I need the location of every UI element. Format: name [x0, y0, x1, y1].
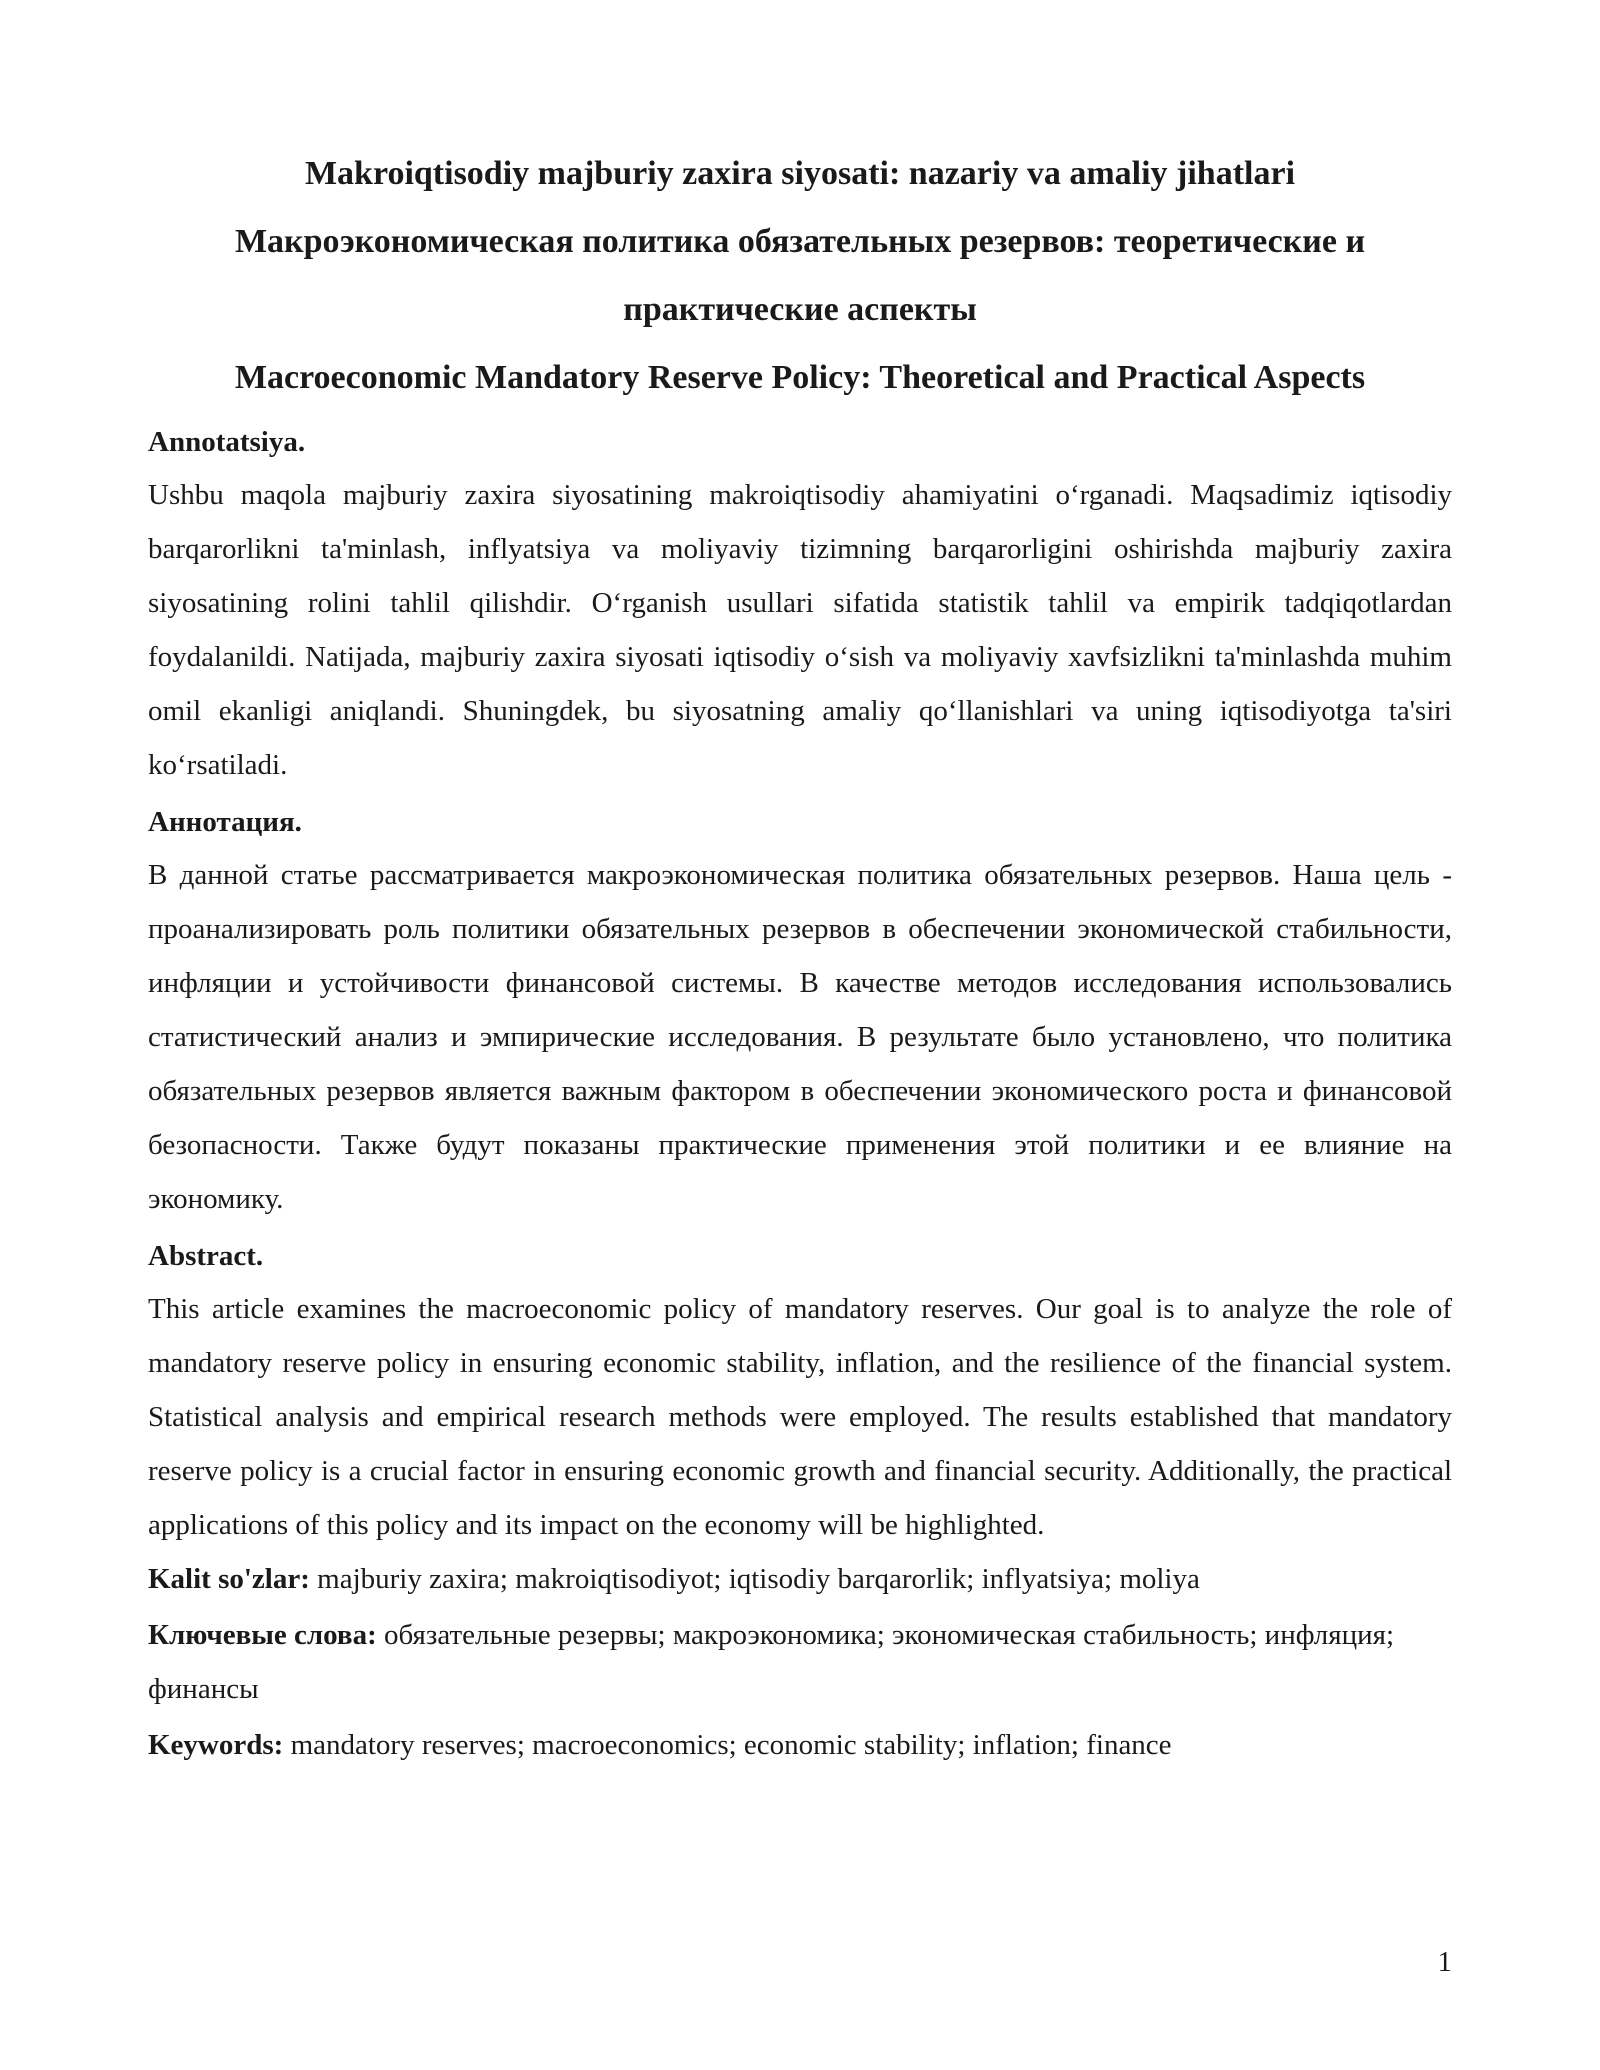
page	[148, 140, 1452, 1774]
keywords-uzbek-text: majburiy zaxira; makroiqtisodiyot; iqtisodiy barqarorlik; inflyatsiya; moliya	[317, 1563, 1200, 1595]
abstract-russian-text: В данной статье рассматривается макроэкономическая политика обязательных резервов. Наша цель - проанализировать роль политики обязательных резервов в обеспечении экономической стабильности, инфляции и устойчивости финансовой системы. В качестве методов исследования использовались статистический анализ и эмпирические исследования. В результате было установлено, что политика обязательных резервов является важным фактором в обеспечении экономического роста и финансовой безопасности. Также будут показаны практические применения этой политики и ее влияние на экономику.	[148, 859, 1452, 1215]
title-block	[148, 140, 1452, 412]
abstract-uzbek-heading: Annotatsiya.	[148, 426, 306, 458]
keywords-uzbek-label: Kalit so'zlar:	[148, 1563, 310, 1595]
title-uzbek: Makroiqtisodiy majburiy zaxira siyosati: nazariy va amaliy jihatlari	[304, 155, 1296, 192]
abstract-uzbek-section	[148, 422, 1452, 792]
keywords-english	[148, 1718, 1452, 1772]
keywords-russian-text: обязательные резервы; макроэкономика; экономическая стабильность; инфляция; финансы	[148, 1619, 1395, 1705]
title-english: Macroeconomic Mandatory Reserve Policy: Theoretical and Practical Aspects	[234, 359, 1366, 396]
keywords-english-label: Keywords:	[148, 1729, 284, 1761]
abstract-russian-heading: Аннотация.	[148, 806, 302, 838]
keywords-uzbek	[148, 1552, 1452, 1606]
keywords-section	[148, 1552, 1452, 1772]
abstract-english-heading: Abstract.	[148, 1240, 264, 1272]
abstract-english-section	[148, 1236, 1452, 1552]
abstract-english-text: This article examines the macroeconomic policy of mandatory reserves. Our goal is to analyze the role of mandatory reserve policy in ensuring economic stability, inflation, and the resilience of the financial system. Statistical analysis and empirical research methods were employed. The results established that mandatory reserve policy is a crucial factor in ensuring economic growth and financial security. Additionally, the practical applications of this policy and its impact on the economy will be highlighted.	[148, 1293, 1452, 1541]
page-number: 1	[1437, 1946, 1452, 1978]
keywords-russian	[148, 1608, 1452, 1716]
title-russian: Макроэкономическая политика обязательных резервов: теоретические и практические аспекты	[234, 223, 1366, 328]
abstract-russian-section	[148, 802, 1452, 1226]
keywords-russian-label: Ключевые слова:	[148, 1619, 377, 1651]
abstract-uzbek-text: Ushbu maqola majburiy zaxira siyosatining makroiqtisodiy ahamiyatini oʻrganadi. Maqsadimiz iqtisodiy barqarorlikni ta'minlash, inflyatsiya va moliyaviy tizimning barqarorligini oshirishda majburiy zaxira siyosatining rolini tahlil qilishdir. Oʻrganish usullari sifatida statistik tahlil va empirik tadqiqotlardan foydalanildi. Natijada, majburiy zaxira siyosati iqtisodiy oʻsish va moliyaviy xavfsizlikni ta'minlashda muhim omil ekanligi aniqlandi. Shuningdek, bu siyosatning amaliy qoʻllanishlari va uning iqtisodiyotga ta'siri koʻrsatiladi.	[148, 479, 1452, 781]
keywords-english-text: mandatory reserves; macroeconomics; economic stability; inflation; finance	[290, 1729, 1172, 1761]
